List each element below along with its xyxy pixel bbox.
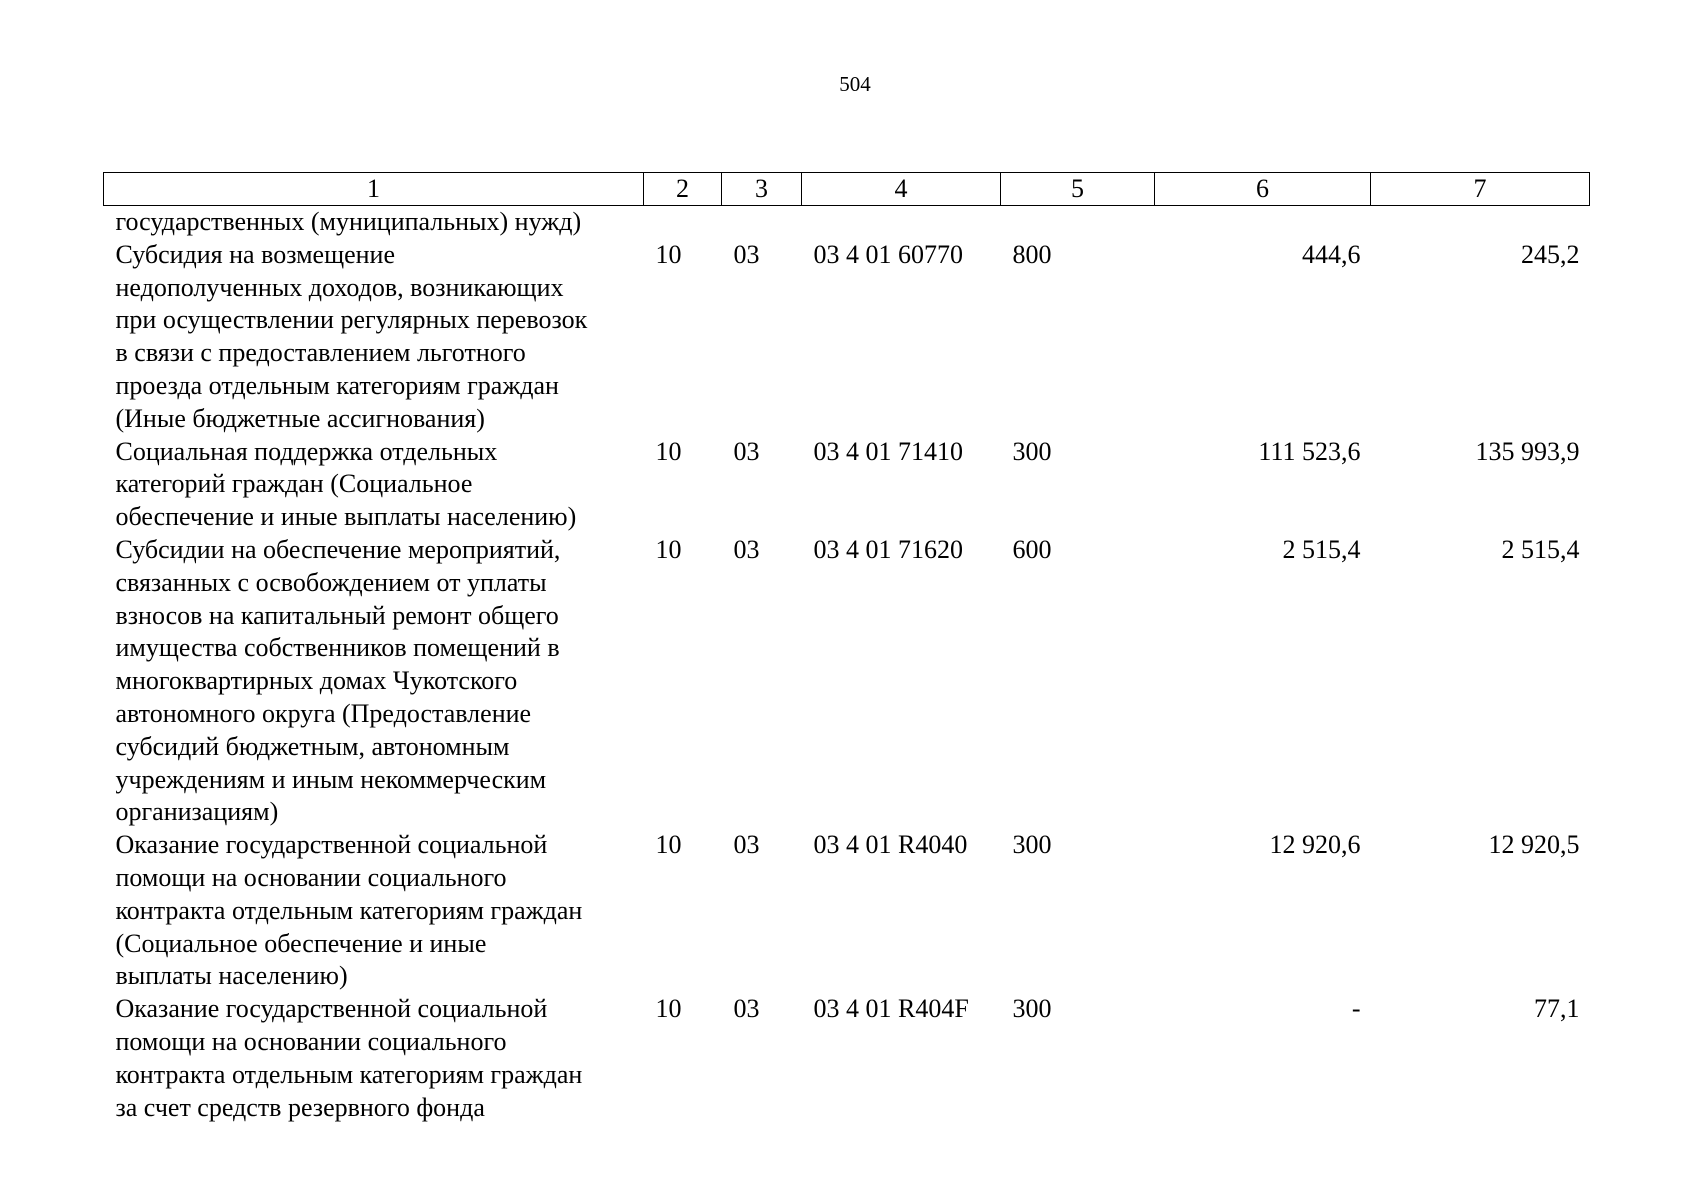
table-row xyxy=(104,239,1590,436)
row-name: Оказание государственной социальной помощи на основании социального контракта отдельным категориям граждан за счет средств резервного фонда xyxy=(115,994,583,1122)
row-sum-2: 245,2 xyxy=(1521,239,1580,269)
row-sum-2: 12 920,5 xyxy=(1488,830,1580,860)
row-rz: 10 xyxy=(655,994,682,1024)
row-csr: 03 4 01 R4040 xyxy=(813,830,968,860)
header-col-5: 5 xyxy=(1001,173,1155,206)
row-sum-2: 135 993,9 xyxy=(1475,436,1580,466)
row-rz: 10 xyxy=(655,436,682,466)
row-vr: 300 xyxy=(1012,830,1052,860)
row-csr: 03 4 01 60770 xyxy=(813,239,963,269)
row-pr: 03 xyxy=(733,436,760,466)
row-name: Социальная поддержка отдельных категорий граждан (Социальное обеспечение и иные выплаты населению) xyxy=(115,436,577,532)
row-vr: 600 xyxy=(1012,534,1052,564)
header-col-7: 7 xyxy=(1371,173,1590,206)
row-rz: 10 xyxy=(655,830,682,860)
table-row xyxy=(104,436,1590,534)
row-name: Субсидии на обеспечение мероприятий, связанных с освобождением от уплаты взносов на капитальный ремонт общего имущества собственников помещений в многоквартирных домах Чукотского автономного округа (Предоставление субсидий бюджетным, автономным учреждениям и иным некоммерческим организациям) xyxy=(115,534,561,827)
row-pr: 03 xyxy=(733,830,760,860)
row-pr: 03 xyxy=(733,994,760,1024)
header-col-1: 1 xyxy=(104,173,644,206)
header-col-4: 4 xyxy=(802,173,1001,206)
row-vr: 300 xyxy=(1012,436,1052,466)
table-row xyxy=(104,829,1590,993)
continuation-text: государственных (муниципальных) нужд) xyxy=(115,207,582,236)
row-sum-1: 444,6 xyxy=(1302,239,1361,269)
row-name: Субсидия на возмещение недополученных доходов, возникающих при осуществлении регулярных перевозок в связи с предоставлением льготного проезда отдельным категориям граждан (Иные бюджетные ассигнования) xyxy=(115,239,588,433)
header-row xyxy=(104,173,1590,206)
row-rz: 10 xyxy=(655,534,682,564)
page-number: 504 xyxy=(839,72,871,96)
table-row xyxy=(104,534,1590,829)
row-vr: 800 xyxy=(1012,239,1052,269)
header-col-6: 6 xyxy=(1155,173,1371,206)
row-csr: 03 4 01 R404F xyxy=(813,994,969,1024)
continuation-row xyxy=(104,206,1590,239)
header-col-3: 3 xyxy=(722,173,802,206)
row-sum-1: - xyxy=(1351,994,1361,1024)
row-sum-2: 77,1 xyxy=(1534,994,1580,1024)
row-vr: 300 xyxy=(1012,994,1052,1024)
row-name: Оказание государственной социальной помощи на основании социального контракта отдельным категориям граждан (Социальное обеспечение и иные выплаты населению) xyxy=(115,830,583,991)
row-pr: 03 xyxy=(733,239,760,269)
budget-table xyxy=(103,172,1590,1124)
row-csr: 03 4 01 71620 xyxy=(813,534,963,564)
row-csr: 03 4 01 71410 xyxy=(813,436,963,466)
header-col-2: 2 xyxy=(644,173,722,206)
row-rz: 10 xyxy=(655,239,682,269)
row-sum-1: 12 920,6 xyxy=(1269,830,1361,860)
row-sum-2: 2 515,4 xyxy=(1501,534,1580,564)
table-row xyxy=(104,993,1590,1124)
row-sum-1: 2 515,4 xyxy=(1282,534,1361,564)
row-pr: 03 xyxy=(733,534,760,564)
row-sum-1: 111 523,6 xyxy=(1258,436,1361,466)
